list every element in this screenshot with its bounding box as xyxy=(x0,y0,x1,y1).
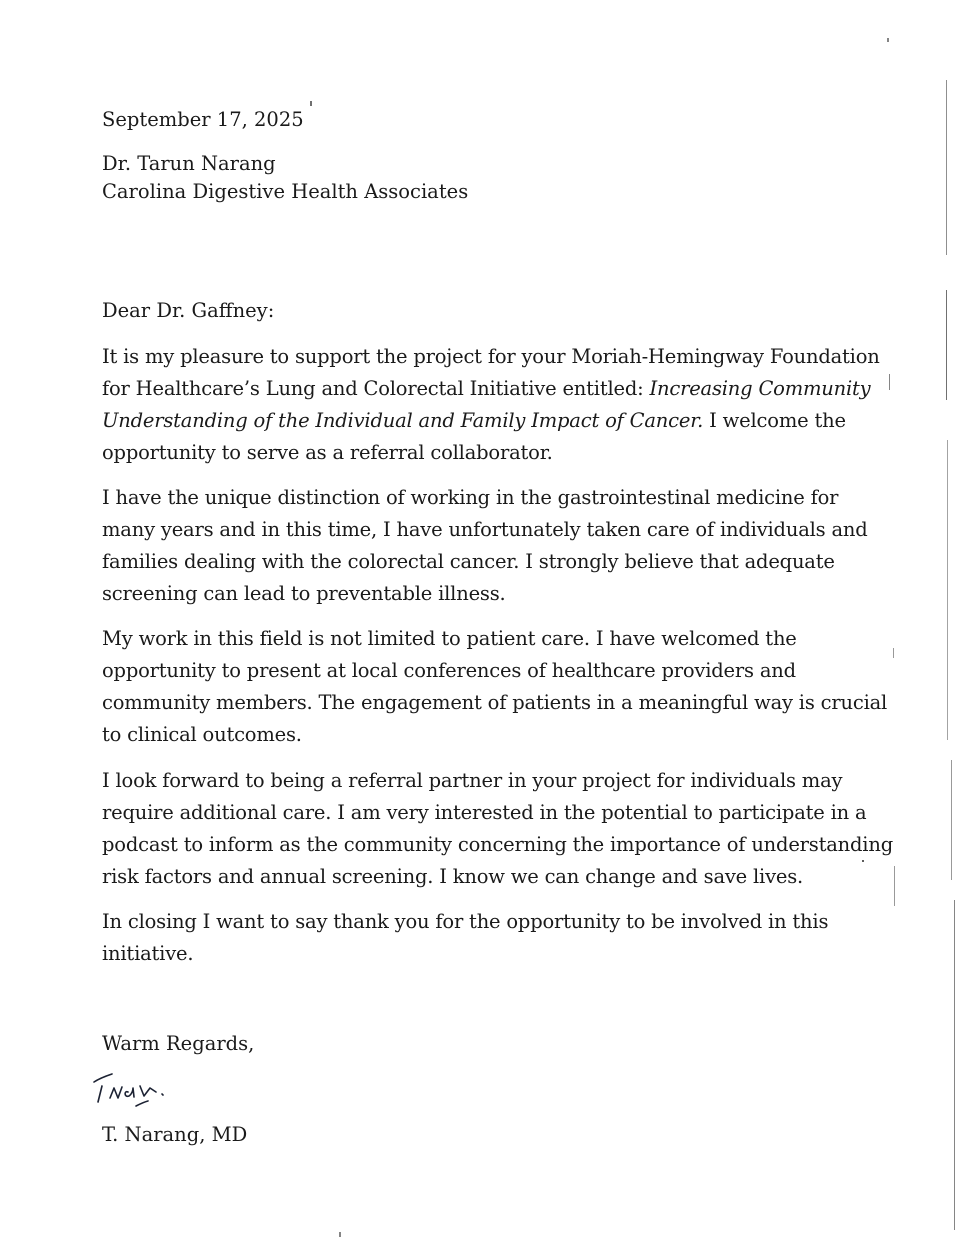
scan-artifact xyxy=(951,760,952,880)
paragraph-line xyxy=(102,405,902,437)
recipient-block xyxy=(102,150,468,206)
scan-artifact xyxy=(310,101,312,106)
paragraph-2 xyxy=(102,482,902,610)
paragraph-line: risk factors and annual screening. I know we can change and save lives. xyxy=(102,865,804,888)
salutation: Dear Dr. Gaffney: xyxy=(102,299,275,322)
paragraph-line: podcast to inform as the community concerning the importance of understanding xyxy=(102,833,893,856)
scan-artifact xyxy=(893,648,894,658)
scan-artifact xyxy=(946,80,947,255)
paragraph-1 xyxy=(102,341,902,469)
paragraph-line: many years and in this time, I have unfortunately taken care of individuals and xyxy=(102,518,868,541)
paragraph-text: for Healthcare’s Lung and Colorectal Initiative entitled: xyxy=(102,377,650,400)
paragraph-line: It is my pleasure to support the project for your Moriah-Hemingway Foundation xyxy=(102,345,880,368)
paragraph-line: to clinical outcomes. xyxy=(102,723,302,746)
paragraph-line: opportunity to present at local conferences of healthcare providers and xyxy=(102,659,796,682)
paragraph-line: I have the unique distinction of working in the gastrointestinal medicine for xyxy=(102,486,839,509)
scan-artifact xyxy=(947,440,948,740)
scan-artifact xyxy=(862,860,864,862)
paragraph-line: screening can lead to preventable illness. xyxy=(102,582,506,605)
paragraph-text: I welcome the xyxy=(703,409,846,432)
paragraph-line xyxy=(102,373,902,405)
paragraph-line: community members. The engagement of patients in a meaningful way is crucial xyxy=(102,691,888,714)
paragraph-4 xyxy=(102,765,902,893)
closing: Warm Regards, xyxy=(102,1032,255,1055)
paragraph-line: In closing I want to say thank you for the opportunity to be involved in this xyxy=(102,910,829,933)
signer-name: T. Narang, MD xyxy=(102,1123,248,1146)
scan-artifact xyxy=(889,374,890,390)
scan-artifact xyxy=(887,38,889,42)
project-title-part-2: Understanding of the Individual and Family Impact of Cancer. xyxy=(102,409,704,432)
handwritten-signature xyxy=(88,1068,188,1116)
scan-artifact xyxy=(946,290,947,400)
scan-artifact xyxy=(954,900,955,1230)
letter-date: September 17, 2025 xyxy=(102,108,304,131)
paragraph-line: require additional care. I am very interested in the potential to participate in a xyxy=(102,801,867,824)
paragraph-line: families dealing with the colorectal cancer. I strongly believe that adequate xyxy=(102,550,835,573)
paragraph-5 xyxy=(102,906,902,970)
scan-artifact xyxy=(894,866,895,906)
recipient-organization: Carolina Digestive Health Associates xyxy=(102,180,469,203)
scan-artifact xyxy=(339,1232,341,1237)
recipient-name: Dr. Tarun Narang xyxy=(102,152,276,175)
paragraph-line: opportunity to serve as a referral collaborator. xyxy=(102,441,553,464)
project-title-part-1: Increasing Community xyxy=(649,377,871,400)
paragraph-line: My work in this field is not limited to patient care. I have welcomed the xyxy=(102,627,797,650)
paragraph-line: initiative. xyxy=(102,942,194,965)
paragraph-3 xyxy=(102,623,902,751)
paragraph-line: I look forward to being a referral partner in your project for individuals may xyxy=(102,769,843,792)
